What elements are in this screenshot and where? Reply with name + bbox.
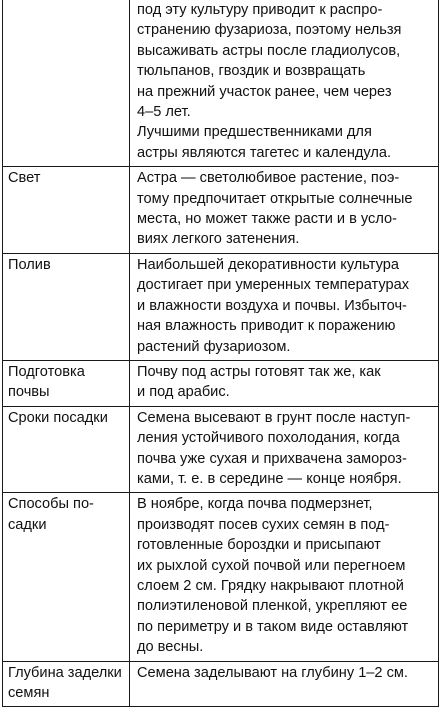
description-line: 4–5 лет. xyxy=(137,104,191,121)
description-line: до весны. xyxy=(137,639,204,656)
table-row xyxy=(3,661,439,707)
description-line: и под арабис. xyxy=(137,384,230,401)
description-cell xyxy=(130,0,439,167)
description-cell xyxy=(130,661,439,707)
description-cell xyxy=(130,360,439,406)
parameter-label-line: семян xyxy=(8,685,50,701)
description-line: полиэтиленовой пленкой, укрепляют ее xyxy=(137,598,408,615)
description-line: Семена высевают в грунт после наступ- xyxy=(137,409,411,426)
description-line: готовленные бороздки и присыпают xyxy=(137,537,381,554)
description-line: по периметру и в таком виде оставляют xyxy=(137,618,409,635)
description-line: Семена заделывают на глубину 1–2 см. xyxy=(137,664,408,681)
parameter-label-line: Полив xyxy=(8,256,51,273)
parameter-label-line: Свет xyxy=(8,170,41,187)
description-line: странению фузариоза, поэтому нельзя xyxy=(137,22,402,39)
parameter-label-line: Сроки посадки xyxy=(8,409,108,426)
parameter-cell xyxy=(3,360,130,406)
description-line: высаживать астры после гладиолусов, xyxy=(137,42,401,59)
description-cell xyxy=(130,493,439,661)
description-line: Почву под астры готовят так же, как xyxy=(137,363,381,380)
description-line: ления устойчивого похолодания, когда xyxy=(137,430,400,447)
description-line: слоем 2 см. Грядку накрывают плотной xyxy=(137,577,404,594)
parameter-cell xyxy=(3,493,130,661)
care-table-body xyxy=(3,0,439,707)
table-row xyxy=(3,0,439,167)
description-line: растений фузариозом. xyxy=(137,338,291,355)
description-line: В ноябре, когда почва подмерзнет, xyxy=(137,496,373,513)
description-cell xyxy=(130,253,439,360)
parameter-cell xyxy=(3,253,130,360)
description-line: астры являются тагетес и календула. xyxy=(137,144,392,161)
description-line: под эту культуру приводит к распро- xyxy=(137,2,383,18)
care-table xyxy=(2,0,439,707)
description-cell xyxy=(130,167,439,254)
description-line: виях легкого затенения. xyxy=(137,231,300,248)
description-line: места, но может также расти и в усло- xyxy=(137,211,398,228)
description-cell xyxy=(130,406,439,493)
description-line: почва уже сухая и прихвачена замороз- xyxy=(137,450,407,467)
description-line: на прежний участок ранее, чем через xyxy=(137,83,392,100)
description-line: тому предпочитает открытые солнечные xyxy=(137,190,413,207)
parameter-label-line: Подготовка xyxy=(8,363,85,380)
description-line: ками, т. е. в середине — конце ноября. xyxy=(137,470,402,487)
parameter-cell xyxy=(3,0,130,167)
parameter-label-line: Глубина заделки xyxy=(8,664,122,681)
table-row xyxy=(3,360,439,406)
table-row xyxy=(3,493,439,661)
table-row xyxy=(3,406,439,493)
parameter-cell xyxy=(3,406,130,493)
description-line: и влажности воздуха и почвы. Избыточ- xyxy=(137,297,407,314)
description-line: производят посев сухих семян в под- xyxy=(137,516,390,533)
description-line: Лучшими предшественниками для xyxy=(137,124,372,141)
parameter-cell xyxy=(3,167,130,254)
parameter-label-line: садки xyxy=(8,516,47,533)
description-line: Астра — светолюбивое растение, поэ- xyxy=(137,170,400,187)
parameter-label-line: почвы xyxy=(8,384,50,401)
table-row xyxy=(3,167,439,254)
table-row xyxy=(3,253,439,360)
description-line: ная влажность приводит к поражению xyxy=(137,318,396,335)
description-line: тюльпанов, гвоздик и возвращать xyxy=(137,63,366,80)
description-line: их рыхлой сухой почвой или перегноем xyxy=(137,557,406,574)
description-line: Наибольшей декоративности культура xyxy=(137,256,399,273)
parameter-label-line: Способы по- xyxy=(8,496,94,513)
parameter-cell xyxy=(3,661,130,707)
description-line: достигает при умеренных температурах xyxy=(137,277,410,294)
